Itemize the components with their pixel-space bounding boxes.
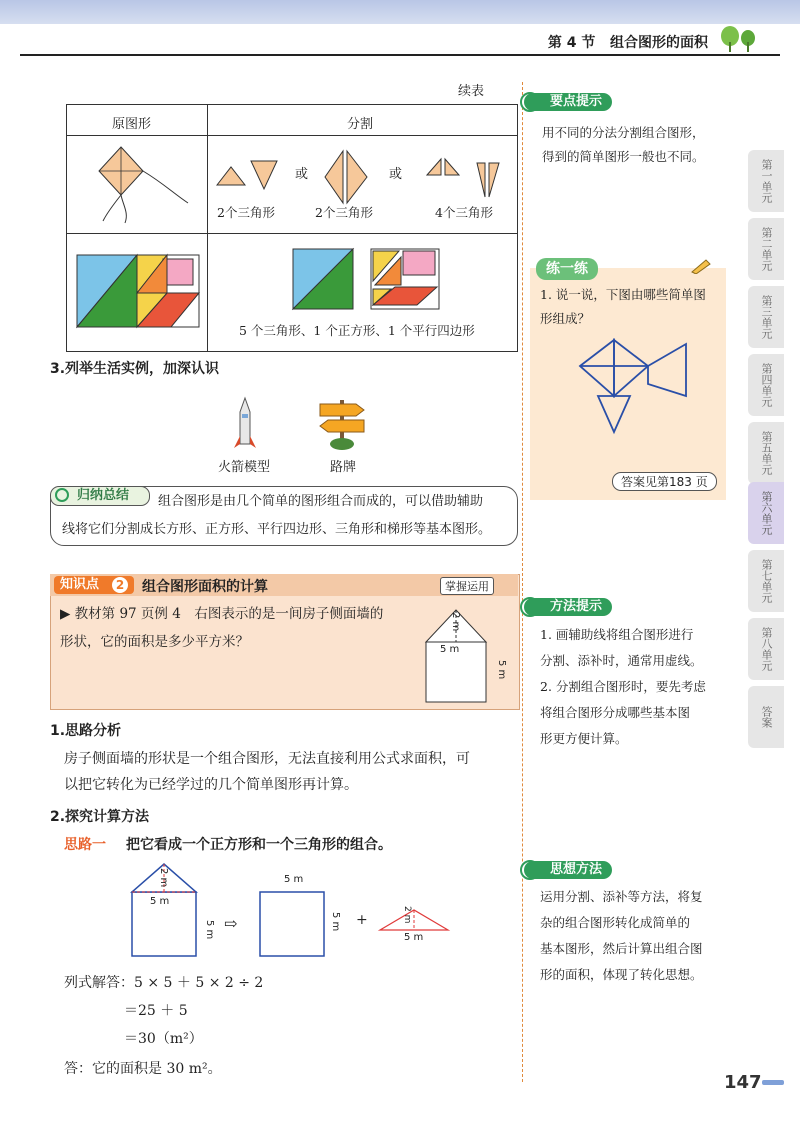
thought-line-3: 基本图形，然后计算出组合图 [540,941,703,956]
analysis-text-2: 以把它转化为已经学过的几个简单图形再计算。 [64,777,358,793]
house-dim-top: 2 m [450,612,461,632]
tangram-caption: 5 个三角形、1 个正方形、1 个平行四边形 [239,323,475,338]
tab-unit-2[interactable]: 第二单元 [748,218,784,280]
arrow-icon: ⇨ [224,914,238,933]
page-header [548,32,708,52]
tab-answers[interactable]: 答案 [748,686,784,748]
mastery-badge: 掌握运用 [440,577,494,595]
house-wall-figure [412,602,512,706]
page-number-bar [762,1080,784,1085]
summary-text-2: 线将它们分割成长方形、正方形、平行四边形、三角形和梯形等基本图形。 [62,522,492,537]
section3-heading: 3.列举生活实例，加深认识 [50,361,220,377]
answer-ref: 答案见第183 页 [612,472,717,491]
summary-label: 归纳总结 [77,488,130,503]
tree-icon [716,24,760,54]
idea-label: 思路一 [64,837,106,853]
summary-label-bg [50,486,150,506]
kite-caption-2: 2个三角形 [315,205,373,220]
summary-text-1: 组合图形是由几个简单的图形组合而成的，可以借助辅助 [158,494,484,509]
kite-caption-3: 4个三角形 [435,205,493,220]
section-number: 第 4 节 [547,35,596,51]
tip-line-2: 得到的简单图形一般也不同。 [542,149,705,164]
thought-label: 思想方法 [524,861,612,879]
continued-label: 续表 [458,84,485,99]
diagram-dim-5m-a: 5 m [150,896,170,907]
tip-line-1: 用不同的分法分割组合图形， [542,125,705,140]
kite-caption-1: 2个三角形 [217,205,275,220]
col-split-header: 分割 [347,117,374,132]
diagram-dim-5m-b: 5 m [204,920,215,940]
tab-unit-1[interactable]: 第一单元 [748,150,784,212]
diagram-dim-5m-d: 5 m [330,912,341,932]
kite-split-triangles-2 [323,147,373,207]
thought-line-2: 杂的组合图形转化成简单的 [540,915,691,930]
col-original-header: 原图形 [112,117,152,132]
split-table [66,104,518,352]
analysis-heading: 1.思路分析 [50,723,122,739]
rocket-icon [234,396,256,454]
tab-unit-4[interactable]: 第四单元 [748,354,784,416]
page-number: 147 [724,1072,762,1093]
practice-line-2: 形组成？ [540,311,591,326]
diagram-dim-2m-b: 2 m [402,906,412,924]
or-text-1: 或 [295,167,309,182]
house-dim-width: 5 m [440,644,460,655]
tab-unit-6[interactable]: 第六单元 [748,482,784,544]
header-rule [20,54,780,56]
section-title: 组合图形的面积 [610,35,708,51]
practice-line-1: 1. 说一说，下图由哪些简单图 [540,287,706,302]
knowledge-label: 知识点 [60,577,100,592]
top-band [0,0,800,24]
example-line-2: 形状，它的面积是多少平方米？ [60,634,249,650]
diagram-dim-5m-e: 5 m [404,932,424,943]
tab-unit-8[interactable]: 第八单元 [748,618,784,680]
tab-unit-5[interactable]: 第五单元 [748,422,784,484]
thought-line-4: 形的面积，体现了转化思想。 [540,967,703,982]
knowledge-number: 2 [112,577,128,593]
tip-label: 要点提示 [524,93,612,111]
method-heading: 2.探究计算方法 [50,809,150,825]
kite-split-triangles-1 [215,155,285,195]
sign-label: 路牌 [330,460,357,475]
tangram-split-pieces [369,247,441,311]
bowtie-figure [574,336,694,446]
calc-line-3: ＝30（m²） [124,1031,203,1047]
knowledge-title: 组合图形面积的计算 [142,579,268,595]
house-dim-height: 5 m [496,660,507,680]
method-tip-2: 分割、添补时，通常用虚线。 [540,653,703,668]
or-text-2: 或 [389,167,403,182]
knowledge-label-bg [54,576,134,594]
target-icon [55,488,69,502]
pencil-icon [690,258,712,274]
method-tip-1: 1. 画辅助线将组合图形进行 [540,627,694,642]
tab-unit-7[interactable]: 第七单元 [748,550,784,612]
tab-unit-3[interactable]: 第三单元 [748,286,784,348]
calc-line-2: ＝25 ＋ 5 [124,1003,188,1019]
kite-split-triangles-3 [423,153,513,203]
plus-sign: + [356,912,368,928]
answer-line: 答：它的面积是 30 m²。 [64,1061,222,1077]
method-tip-5: 形更方便计算。 [540,731,628,746]
method-tip-label: 方法提示 [524,598,612,616]
example-text [60,600,412,656]
column-divider [522,82,523,1082]
analysis-text-1: 房子侧面墙的形状是一个组合图形，无法直接利用公式求面积，可 [64,751,470,767]
idea-text: 把它看成一个正方形和一个三角形的组合。 [126,837,392,853]
kite-figure [93,143,193,228]
rocket-label: 火箭模型 [218,460,271,475]
tangram-split-square [291,247,355,311]
method-tip-3: 2. 分割组合图形时，要先考虑 [540,679,706,694]
signpost-icon [316,396,368,452]
calc-line-1: 列式解答：5 × 5 ＋ 5 × 2 ÷ 2 [64,975,264,991]
diagram-dim-2m: 2 m [158,868,169,888]
method-tip-4: 将组合图形分成哪些基本图 [540,705,691,720]
example-line-1: ▶ 教材第 97 页例 4 右图表示的是一间房子侧面墙的 [60,606,384,622]
thought-line-1: 运用分割、添补等方法，将复 [540,889,703,904]
practice-label: 练一练 [536,258,598,280]
diagram-dim-5m-c: 5 m [284,874,304,885]
tangram-figure [75,253,203,333]
